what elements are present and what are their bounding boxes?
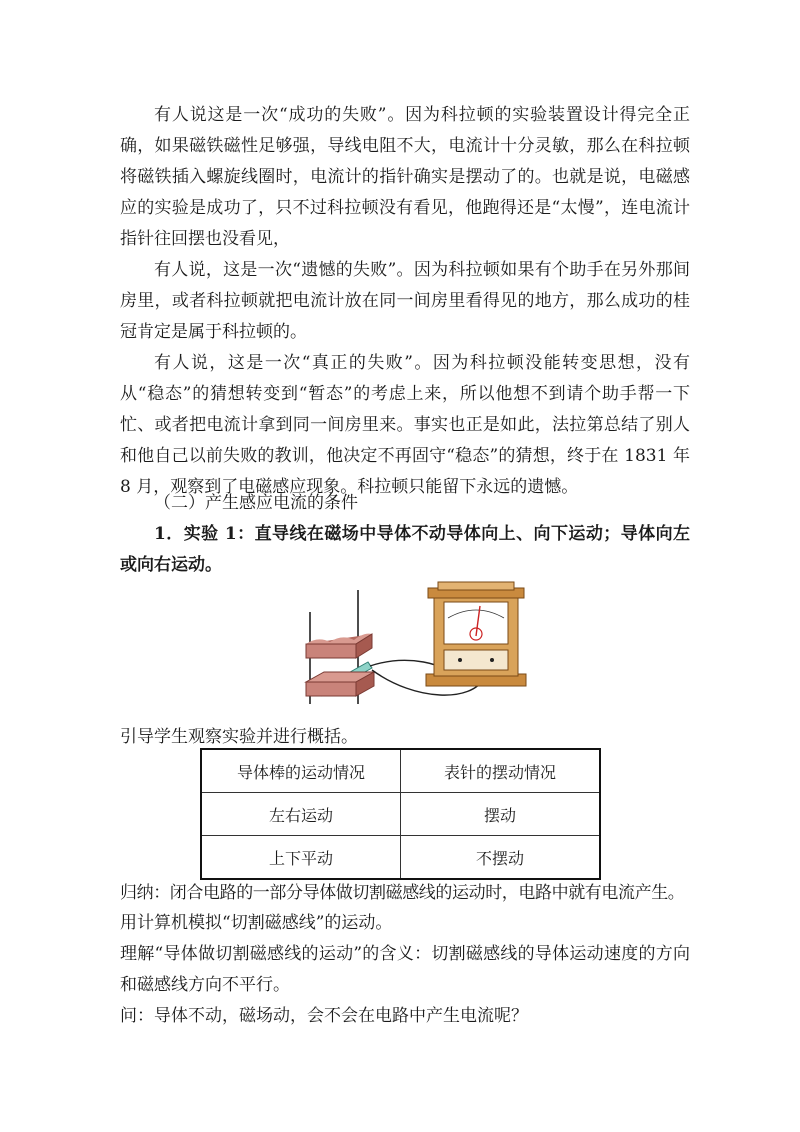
- galvanometer: [426, 582, 526, 686]
- paragraph-regrettable-failure: 有人说，这是一次“遗憾的失败”。因为科拉顿如果有个助手在另外那间房里，或者科拉顿就把电流计放在同一间房里看得见的地方，那么成功的桂冠肯定是属于科拉顿的。: [120, 260, 690, 342]
- table-header-cell: 导体棒的运动情况: [201, 749, 401, 793]
- table-row: [201, 836, 600, 880]
- table-cell: 不摆动: [401, 836, 601, 880]
- paragraph-real-failure: 有人说，这是一次“真正的失败”。因为科拉顿没能转变思想，没有从“稳态”的猜想转变到“暂态”的考虑上来，所以他想不到请个助手帮一下忙、或者把电流计拿到同一间房里来。事实也正是如此，法拉第总结了别人和他自己以前失败的教训，他决定不再固守“稳态”的猜想，终于在 1831 年 8 月，观察到了电磁感应现象。科拉顿只能留下永远的遗憾。: [120, 353, 690, 497]
- table-header-cell: 表针的摆动情况: [401, 749, 601, 793]
- guide-text: 引导学生观察实验并进行概括。: [120, 727, 358, 747]
- question-text: 问：导体不动，磁场动，会不会在电路中产生电流呢？: [120, 1006, 528, 1026]
- table-row: [201, 793, 600, 836]
- section-heading: （二）产生感应电流的条件: [154, 493, 358, 513]
- lower-magnet: [306, 672, 374, 696]
- understanding-text: 理解“导体做切割磁感线的运动”的含义：切割磁感线的导体运动速度的方向和磁感线方向不平行。: [120, 944, 690, 995]
- observation-table: [200, 748, 601, 880]
- simulation-text: 用计算机模拟“切割磁感线”的运动。: [120, 913, 393, 933]
- upper-magnet: [306, 634, 372, 658]
- experiment-apparatus-illustration: [296, 578, 536, 710]
- table-header-row: [201, 749, 600, 793]
- paragraph-successful-failure: 有人说这是一次“成功的失败”。因为科拉顿的实验装置设计得完全正确，如果磁铁磁性足够强，导线电阻不大，电流计十分灵敏，那么在科拉顿将磁铁插入螺旋线圈时，电流计的指针确实是摆动了的。也就是说，电磁感应的实验是成功了，只不过科拉顿没有看见，他跑得还是“太慢”，连电流计指针往回摆也没看见，: [120, 105, 690, 249]
- experiment-title: 1．实验 1：直导线在磁场中导体不动导体向上、向下运动；导体向左或向右运动。: [120, 524, 690, 575]
- table-cell: 上下平动: [201, 836, 401, 880]
- table-cell: 摆动: [401, 793, 601, 836]
- table-cell: 左右运动: [201, 793, 401, 836]
- summary-text: 归纳：闭合电路的一部分导体做切割磁感线的运动时，电路中就有电流产生。: [120, 883, 685, 903]
